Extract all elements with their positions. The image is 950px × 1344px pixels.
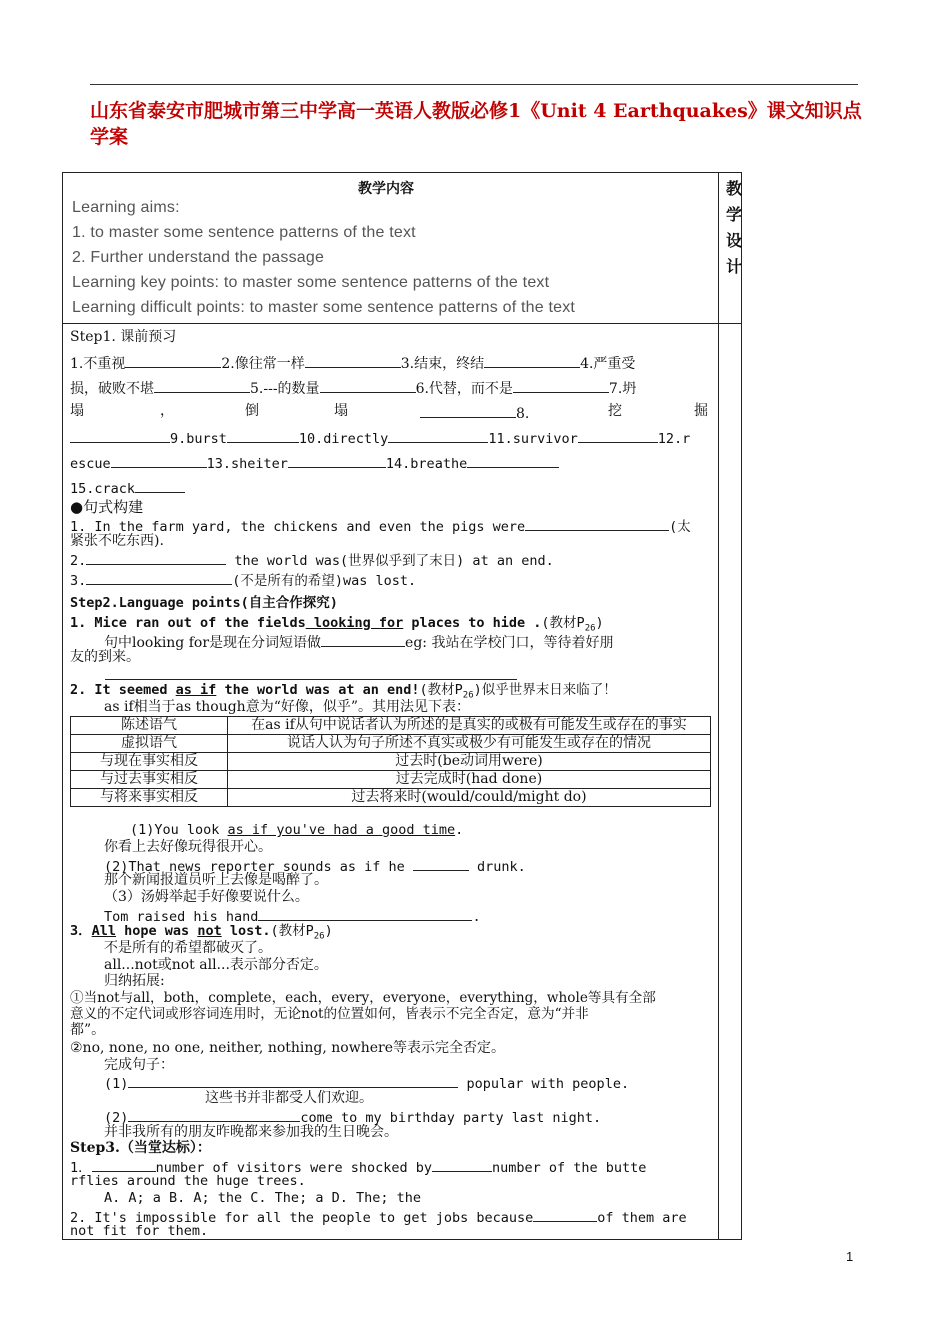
vocab-line	[70, 428, 690, 448]
textbook-ref: )	[595, 615, 604, 631]
table-cell: 与现在事实相反	[71, 753, 228, 771]
table-cell: 与将来事实相反	[71, 789, 228, 807]
rule-text: ①当not与all，both，complete，each，every，everyone，everything，whole等具有全部	[70, 990, 656, 1006]
answer-blank[interactable]	[525, 516, 669, 531]
note-text: 句中looking for是现在分词短语做	[104, 635, 322, 651]
vocab-item: 塌	[70, 403, 84, 419]
vocab-item: 9.burst	[170, 431, 227, 447]
vocab-line	[70, 353, 635, 373]
answer-blank[interactable]	[484, 353, 580, 368]
vocab-item: 15.crack	[70, 481, 136, 497]
aims-heading: Learning aims:	[72, 199, 180, 216]
answer-blank[interactable]	[128, 1073, 458, 1088]
example-text: .	[472, 909, 481, 925]
question-text: number of visitors were shocked by	[155, 1160, 432, 1176]
question-text: rflies around the huge trees.	[70, 1173, 306, 1189]
sentence-text: 3.	[70, 573, 87, 589]
complete-text: (1)	[104, 1076, 129, 1092]
table-row	[71, 753, 711, 771]
answer-blank[interactable]	[321, 632, 405, 647]
table-cell: 与过去事实相反	[71, 771, 228, 789]
point-text: as if	[175, 682, 217, 698]
answer-blank[interactable]	[135, 478, 185, 493]
rule-text: 意义的不定代词或形容词连用时，无论not的位置如何，皆表示不完全否定，意为“并非	[70, 1006, 589, 1022]
example-cn: （3）汤姆举起手好像要说什么。	[104, 889, 309, 905]
difficult-points: Learning difficult points: to master some sentence patterns of the text	[72, 299, 576, 316]
as-if-usage-table	[70, 716, 711, 807]
vocab-item: 10.directly	[298, 431, 389, 447]
expand-heading: 归纳拓展:	[104, 973, 165, 989]
textbook-page: 26	[584, 623, 596, 634]
example-text: (2)That news reporter sounds as if he	[104, 859, 405, 875]
example-cn: 那个新闻报道员听上去像是喝醉了。	[104, 872, 328, 888]
vocab-item: 8.	[516, 406, 530, 422]
vocab-item: 掘	[694, 403, 708, 419]
point-text: looking for	[305, 615, 404, 631]
example-text: .	[455, 822, 464, 838]
example-text: Tom raised his hand	[104, 909, 259, 925]
document-title: 山东省泰安市肥城市第三中学高一英语人教版必修1《Unit 4 Earthquakes》课文知识点学案	[90, 100, 862, 148]
vocab-item: 14.breathe	[385, 456, 468, 472]
table-cell: 陈述语气	[71, 717, 228, 735]
side-label	[726, 176, 744, 280]
rule-text: 都”。	[70, 1022, 106, 1038]
answer-blank[interactable]	[305, 353, 401, 368]
table-cell: 在as if从句中说话者认为所述的是真实的或极有可能发生或存在的事实	[228, 717, 711, 735]
table-cell: 过去时(be动词用were)	[228, 753, 711, 771]
vocab-item: 2.像往常一样	[221, 356, 305, 372]
vocab-item: 13.sheiter	[206, 456, 288, 472]
answer-blank[interactable]	[154, 378, 250, 393]
vocab-item: 挖	[608, 403, 622, 419]
textbook-page: 26	[313, 931, 325, 942]
vocab-item: ，	[160, 403, 174, 419]
answer-blank[interactable]	[111, 453, 207, 468]
point-text: 2. It seemed	[70, 682, 176, 698]
answer-blank[interactable]	[227, 428, 299, 443]
vocab-item: 损，破败不堪	[70, 381, 154, 397]
point-1-note	[104, 632, 613, 652]
answer-blank[interactable]	[413, 856, 469, 871]
sentence-text: 1. In the farm yard, the chickens and even the pigs were	[70, 519, 526, 535]
sentence-text: 紧张不吃东西).	[70, 533, 164, 549]
example-text: as if you've had a good time	[227, 822, 456, 838]
complete-cn: 并非我所有的朋友昨晚都来参加我的生日晚会。	[104, 1124, 398, 1140]
sentence-text: 2.	[70, 553, 87, 569]
point-text: lost.	[221, 923, 271, 939]
vocab-item: 塌	[334, 403, 348, 419]
step2-heading: Step2.Language points(自主合作探究)	[70, 595, 338, 611]
point-text: 3．	[70, 923, 92, 939]
vocab-item: 11.survivor	[488, 431, 578, 447]
textbook-ref: (教材P	[270, 923, 314, 939]
vocab-item: 4.严重受	[580, 356, 636, 372]
vocab-line	[70, 478, 185, 498]
answer-blank[interactable]	[86, 550, 226, 565]
vocab-item: 1.不重视	[70, 356, 126, 372]
example-text: (1)You look	[130, 822, 228, 838]
example-text: drunk.	[477, 859, 526, 875]
sentence-heading: ●句式构建	[70, 498, 144, 516]
vocab-item: 6.代替，而不是	[415, 381, 513, 397]
textbook-ref: (教材P	[541, 615, 585, 631]
table-cell: 过去将来时(would/could/might do)	[228, 789, 711, 807]
answer-blank[interactable]	[70, 428, 170, 443]
key-points: Learning key points: to master some sentence patterns of the text	[72, 274, 550, 291]
side-char: 计	[726, 257, 743, 276]
vocab-line	[70, 378, 636, 398]
question-text: 1．	[70, 1160, 92, 1176]
point-3-note: all...not或not all...表示部分否定。	[104, 957, 328, 973]
answer-blank[interactable]	[420, 403, 516, 418]
answer-blank[interactable]	[288, 453, 386, 468]
vocab-item: 3.结束，终结	[400, 356, 485, 372]
question-text: not fit for them.	[70, 1223, 209, 1239]
sentence-item	[70, 550, 554, 570]
sentence-item	[70, 570, 416, 590]
note-text: eg: 我站在学校门口，等待着好朋	[405, 635, 614, 651]
side-char: 学	[726, 205, 743, 224]
answer-blank[interactable]	[320, 378, 416, 393]
side-char: 设	[726, 231, 743, 250]
table-row	[71, 735, 711, 753]
complete-text: (2)	[104, 1110, 129, 1126]
answer-blank[interactable]	[128, 1107, 300, 1122]
vocab-line	[70, 453, 559, 473]
step3-heading: Step3.（当堂达标）：	[70, 1140, 211, 1156]
table-cell: 虚拟语气	[71, 735, 228, 753]
vocab-line	[420, 403, 529, 423]
answer-blank[interactable]	[388, 428, 488, 443]
answer-blank[interactable]	[125, 353, 221, 368]
complete-cn: 这些书并非都受人们欢迎。	[205, 1090, 373, 1106]
complete-text: popular with people.	[458, 1076, 630, 1092]
answer-blank[interactable]	[92, 1157, 156, 1172]
complete-text: come to my birthday party last night.	[300, 1110, 602, 1126]
answer-blank[interactable]	[105, 679, 517, 680]
vocab-item: 12.r	[657, 431, 691, 447]
row-divider	[62, 323, 742, 324]
point-text: the world was at an end!	[216, 682, 420, 698]
point-text: places to hide .	[403, 615, 542, 631]
textbook-ref: )	[324, 923, 333, 939]
answer-blank[interactable]	[86, 570, 232, 585]
question-options: A. A; a B. A; the C. The; a D. The; the	[104, 1190, 421, 1206]
sentence-text: the world was(世界似乎到了末日) at an end.	[226, 553, 554, 569]
question-text: number of the butte	[491, 1160, 647, 1176]
answer-blank[interactable]	[467, 453, 559, 468]
aim-item: 2. Further understand the passage	[72, 249, 325, 266]
answer-blank[interactable]	[258, 906, 472, 921]
step1-heading: Step1. 课前预习	[70, 329, 177, 345]
point-text: not	[197, 923, 222, 939]
point-3-cn: 不是所有的希望都破灭了。	[104, 940, 272, 956]
example-cn: 你看上去好像玩得很开心。	[104, 839, 272, 855]
sentence-text: (太	[669, 519, 691, 535]
vocab-item: escue	[70, 456, 111, 472]
aim-item: 1. to master some sentence patterns of the text	[72, 224, 416, 241]
point-text: All	[91, 923, 117, 939]
table-cell: 说话人认为句子所述不真实或极少有可能发生或存在的情况	[228, 735, 711, 753]
note-text: 友的到来。	[70, 649, 140, 665]
point-text: )似乎世界末日来临了！	[473, 682, 617, 698]
point-2-note: as if相当于as though意为“好像，似乎”。其用法见下表：	[104, 699, 471, 715]
vocab-item: 5.---的数量	[250, 381, 320, 397]
table-row	[71, 771, 711, 789]
answer-blank[interactable]	[513, 378, 609, 393]
answer-blank[interactable]	[578, 428, 658, 443]
answer-blank[interactable]	[533, 1207, 597, 1222]
answer-blank[interactable]	[432, 1157, 492, 1172]
table-cell: 过去完成时(had done)	[228, 771, 711, 789]
table-row	[71, 717, 711, 735]
point-text: hope was	[116, 923, 198, 939]
question-text: of them are	[597, 1210, 687, 1226]
table-row	[71, 789, 711, 807]
top-rule	[90, 84, 858, 85]
page-number: 1	[846, 1249, 854, 1264]
rule-text: ②no, none, no one, neither, nothing, nowhere等表示完全否定。	[70, 1040, 505, 1056]
content-header: 教学内容	[358, 181, 414, 197]
example-1	[130, 822, 463, 839]
textbook-page: 26	[462, 690, 474, 701]
point-text: 1. Mice ran out of the fields	[70, 615, 306, 631]
complete-heading: 完成句子：	[104, 1057, 174, 1073]
side-char: 教	[726, 179, 743, 198]
textbook-ref: (教材P	[419, 682, 463, 698]
side-column	[718, 172, 742, 1240]
vocab-item: 倒	[245, 403, 259, 419]
vocab-item: 7.坍	[608, 381, 637, 397]
sentence-text: (不是所有的希望)was lost.	[232, 573, 417, 589]
question-text: 2. It's impossible for all the people to get jobs because	[70, 1210, 534, 1226]
